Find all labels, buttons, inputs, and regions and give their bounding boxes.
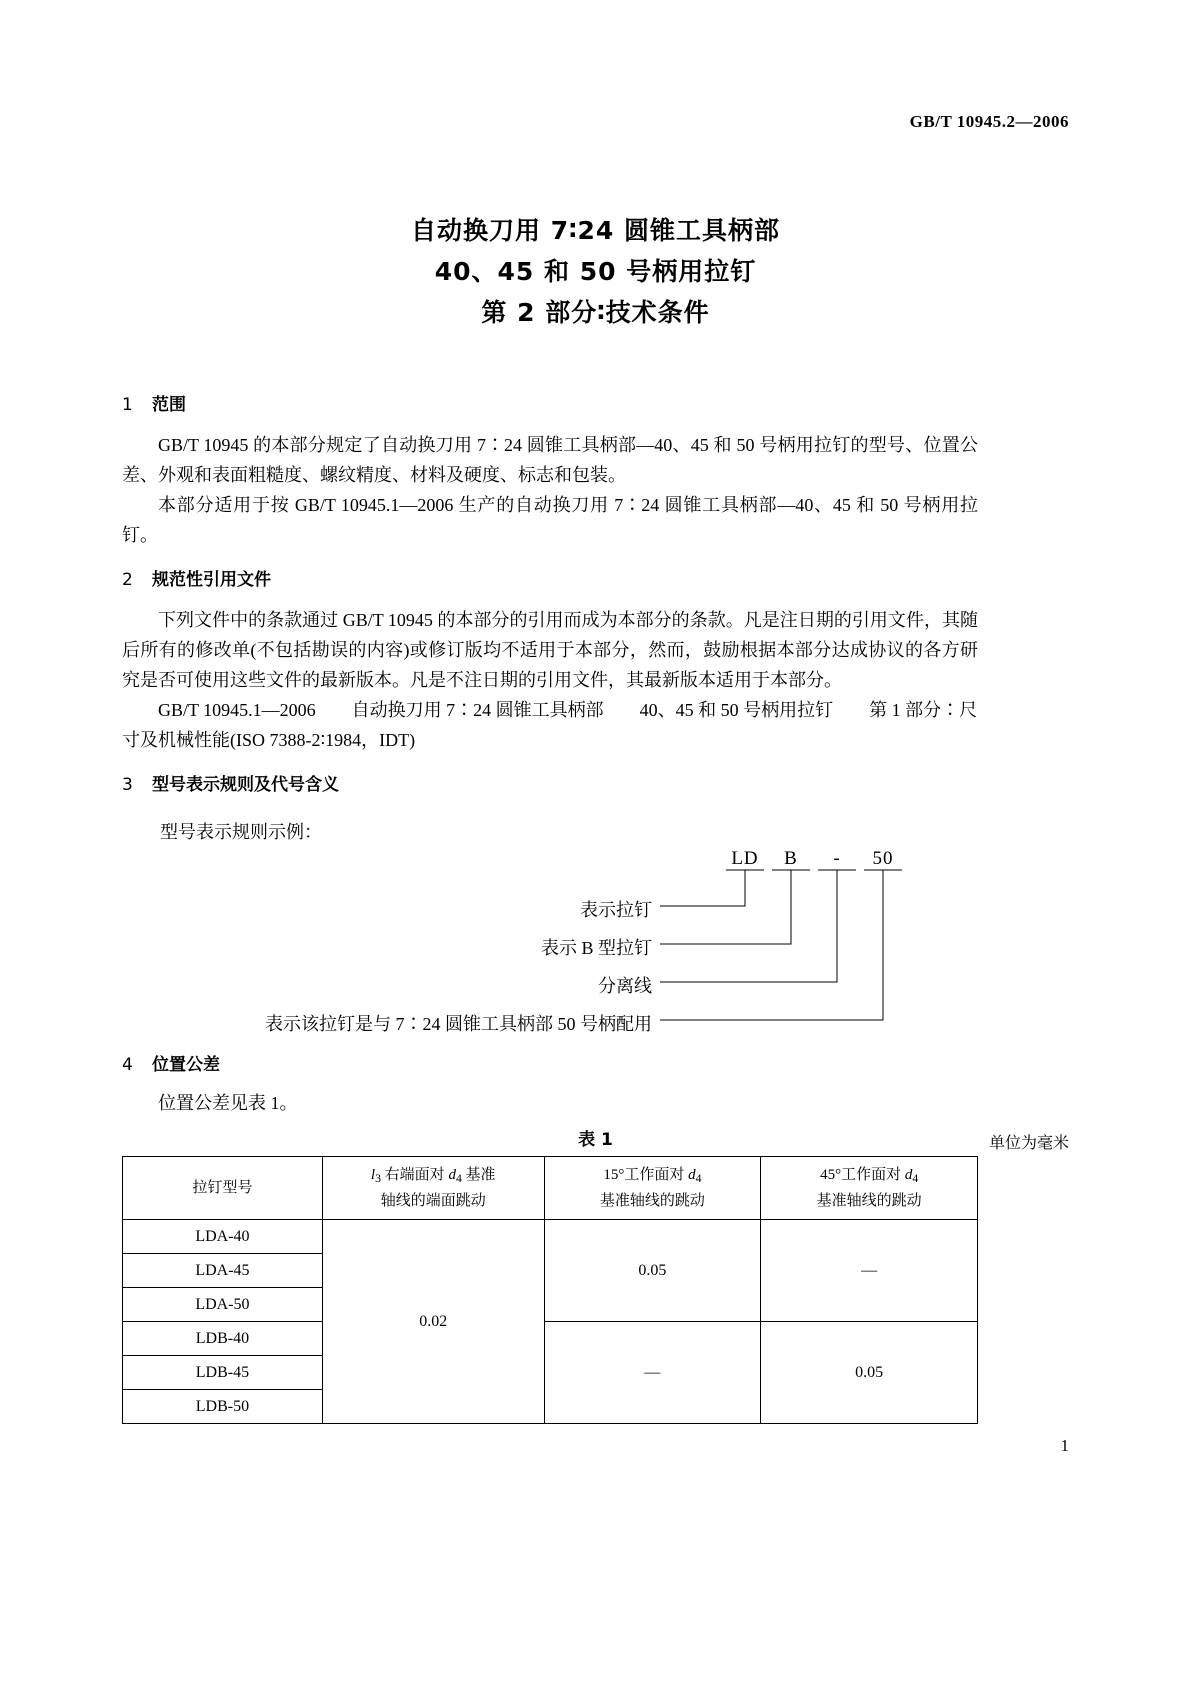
section-2-reference-line-2 <box>122 725 978 755</box>
running-header <box>910 112 1069 132</box>
section-heading-2 <box>122 565 271 590</box>
title-line-2: 40、45 和 50 号柄用拉钉 <box>434 257 757 286</box>
column-header-runout-15 <box>544 1157 761 1220</box>
section-title-4: 位置公差 <box>152 1055 220 1075</box>
table-caption: 表 1 <box>578 1130 613 1150</box>
symbol-d4-l: d <box>448 1167 456 1184</box>
section-heading-1 <box>122 390 186 415</box>
cell-model: LDA-40 <box>123 1220 323 1254</box>
cell-model: LDA-50 <box>123 1288 323 1322</box>
runout15-text-line2: 基准轴线的跳动 <box>599 1192 705 1209</box>
code-part-dash: - <box>833 848 841 869</box>
column-header-endface-runout <box>322 1157 544 1220</box>
symbol-l3-l: l <box>370 1167 376 1184</box>
runout45-text-line2: 基准轴线的跳动 <box>816 1192 922 1209</box>
column-header-runout-45 <box>761 1157 978 1220</box>
cell-endface-runout-merged: 0.02 <box>322 1220 544 1424</box>
symbol-d4-45-sub: 4 <box>912 1171 919 1185</box>
symbol-d4-45: d <box>904 1167 913 1184</box>
callout-label-4: 表示该拉钉是与 7∶24 圆锥工具柄部 50 号柄配用 <box>265 1014 652 1034</box>
table-header-row <box>123 1157 978 1220</box>
section-2-paragraph-1: 下列文件中的条款通过 GB/T 10945 的本部分的引用而成为本部分的条款。凡是注日期的引用文件，其随后所有的修改单(不包括勘误的内容)或修订版均不适用于本部分，然而，鼓励根据本部分达成协议的各方研究是否可使用这些文件的最新版本。凡是不注日期的引用文件，其最新版本适用于本部分。 <box>122 610 978 690</box>
cell-runout45-ldb: 0.05 <box>761 1322 978 1424</box>
section-number-3: 3 <box>122 775 133 795</box>
cell-model: LDB-45 <box>123 1356 323 1390</box>
callout-label-2: 表示 B 型拉钉 <box>540 938 652 958</box>
section-4-paragraph-1: 位置公差见表 1。 <box>158 1093 298 1113</box>
reference-text-1: GB/T 10945.1—2006 自动换刀用 7∶24 圆锥工具柄部 40、45 和 50 号柄用拉钉 第 1 部分∶尺 <box>158 700 978 720</box>
endface-text-line2: 轴线的端面跳动 <box>380 1192 486 1209</box>
cell-runout15-ldb: — <box>544 1322 761 1424</box>
cell-model: LDB-50 <box>123 1390 323 1424</box>
section-title-1: 范围 <box>152 395 186 415</box>
endface-text-pre: 右端面对 <box>380 1167 449 1184</box>
section-title-2: 规范性引用文件 <box>152 570 271 590</box>
standard-number: GB/T 10945.2—2006 <box>909 112 1069 131</box>
section-number-4: 4 <box>122 1055 133 1075</box>
section-number-1: 1 <box>122 395 133 415</box>
section-title-3: 型号表示规则及代号含义 <box>152 775 339 795</box>
cell-runout45-lda: — <box>761 1220 978 1322</box>
cell-model: LDA-45 <box>123 1254 323 1288</box>
code-part-ld: LD <box>731 848 759 869</box>
code-part-b: B <box>784 848 798 869</box>
symbol-d4-sub: 4 <box>455 1171 462 1185</box>
table-unit-note: 单位为毫米 <box>988 1135 1069 1152</box>
section-number-2: 2 <box>122 570 133 590</box>
code-part-50: 50 <box>872 848 894 869</box>
symbol-l3-sub: 3 <box>375 1171 381 1185</box>
runout45-text-pre: 45°工作面对 <box>820 1167 905 1184</box>
section-heading-4 <box>122 1050 220 1075</box>
column-header-model: 拉钉型号 <box>123 1157 323 1220</box>
cell-model: LDB-40 <box>123 1322 323 1356</box>
endface-text-post: 基准 <box>461 1167 496 1184</box>
leader-lines <box>122 818 978 1048</box>
section-1-paragraph-2: 本部分适用于按 GB/T 10945.1—2006 生产的自动换刀用 7∶24 圆锥工具柄部—40、45 和 50 号柄用拉钉。 <box>122 495 978 545</box>
title-line-3: 第 2 部分∶技术条件 <box>481 298 710 327</box>
symbol-d4-15-sub: 4 <box>695 1171 702 1185</box>
callout-label-3: 分离线 <box>598 976 652 996</box>
section-heading-3 <box>122 770 339 795</box>
runout15-text-pre: 15°工作面对 <box>603 1167 689 1184</box>
position-tolerance-table <box>122 1156 978 1424</box>
section-2-reference-line-1 <box>122 695 978 725</box>
table-row <box>123 1322 978 1356</box>
table-row <box>123 1220 978 1254</box>
page-number: 1 <box>1060 1436 1069 1455</box>
document-title <box>0 210 1191 333</box>
section-1-paragraph-1: GB/T 10945 的本部分规定了自动换刀用 7∶24 圆锥工具柄部—40、45 和 50 号柄用拉钉的型号、位置公差、外观和表面粗糙度、螺纹精度、材料及硬度、标志和包装。 <box>122 435 978 485</box>
designation-example-label: 型号表示规则示例： <box>160 822 322 842</box>
reference-text-2: 寸及机械性能(ISO 7388-2∶1984，IDT) <box>122 730 416 750</box>
cell-runout15-lda: 0.05 <box>544 1220 761 1322</box>
symbol-d4-15: d <box>688 1167 696 1184</box>
title-line-1: 自动换刀用 7∶24 圆锥工具柄部 <box>411 216 780 245</box>
designation-diagram <box>122 818 978 1048</box>
callout-label-1: 表示拉钉 <box>580 900 652 920</box>
